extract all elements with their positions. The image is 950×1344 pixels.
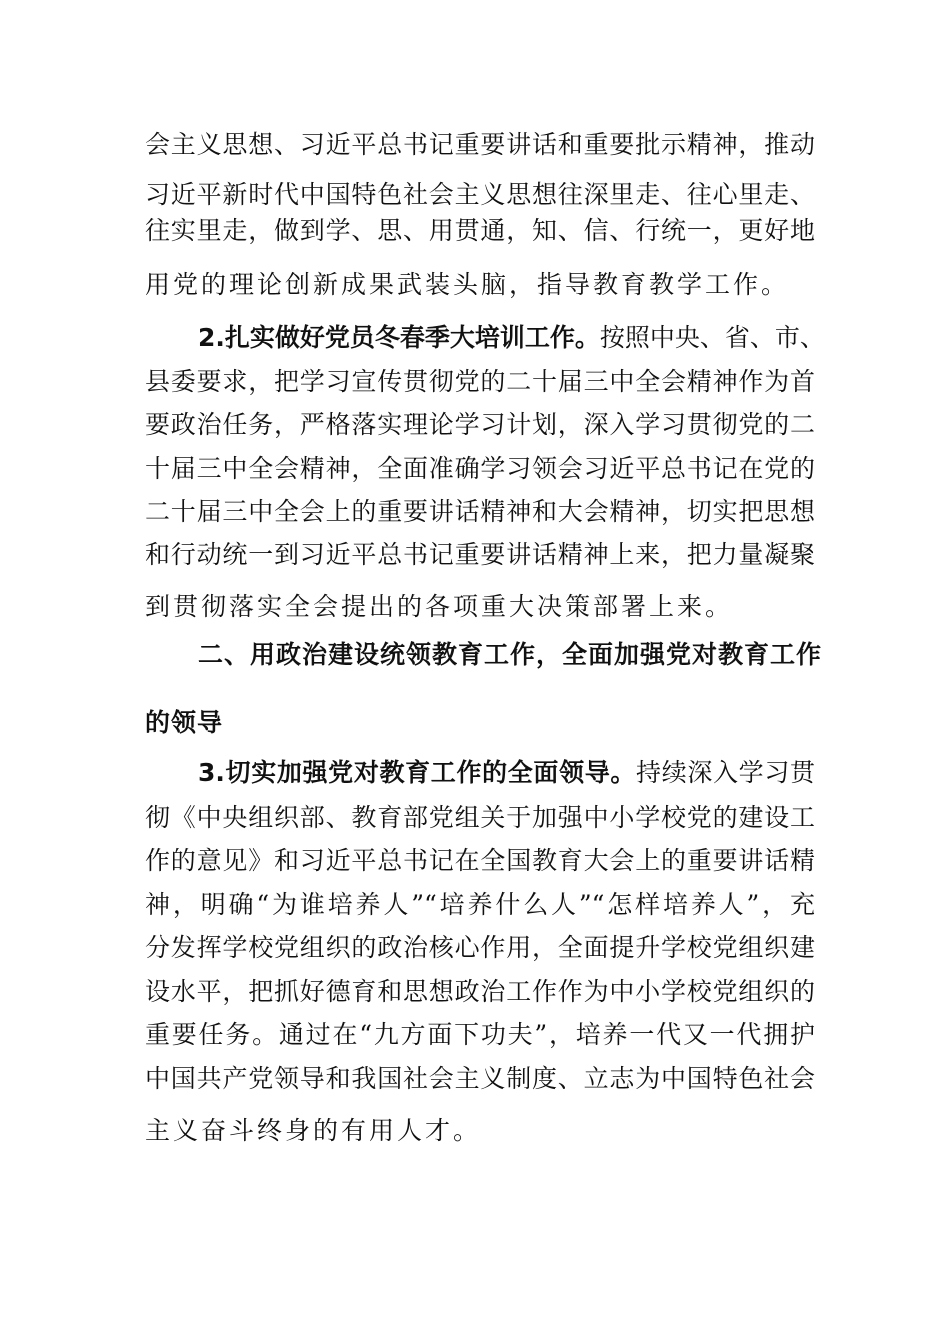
- paragraph-3-line-9: 主义奋斗终身的有用人才。: [145, 1116, 482, 1145]
- paragraph-2-line-2: 县委要求，把学习宣传贯彻党的二十届三中全会精神作为首: [145, 367, 815, 396]
- paragraph-2-line-7: 到贯彻落实全会提出的各项重大决策部署上来。: [145, 592, 734, 621]
- paragraph-3-line-5: 分发挥学校党组织的政治核心作用，全面提升学校党组织建: [145, 933, 815, 962]
- paragraph-1-line-3: 往实里走，做到学、思、用贯通，知、信、行统一，更好地: [145, 216, 815, 245]
- paragraph-2-line-3: 要政治任务，严格落实理论学习计划，深入学习贯彻党的二: [145, 410, 815, 439]
- paragraph-2-line-6: 和行动统一到习近平总书记重要讲话精神上来，把力量凝聚: [145, 540, 815, 569]
- paragraph-2-line-1: [198, 323, 825, 353]
- paragraph-2-line-5: 二十届三中全会上的重要讲话精神和大会精神，切实把思想: [145, 497, 815, 526]
- paragraph-3-line-4: 神，明确“为谁培养人”“培养什么人”“怎样培养人”，充: [145, 890, 815, 919]
- paragraph-3-line-3: 作的意见》和习近平总书记在全国教育大会上的重要讲话精: [145, 846, 815, 875]
- paragraph-3-line-2: 彻《中央组织部、教育部党组关于加强中小学校党的建设工: [145, 803, 815, 832]
- paragraph-1-line-2: 习近平新时代中国特色社会主义思想往深里走、往心里走、: [145, 180, 815, 209]
- paragraph-2-line-1-rest: 按照中央、省、市、: [599, 323, 825, 352]
- paragraph-2-line-4: 十届三中全会精神，全面准确学习领会习近平总书记在党的: [145, 454, 815, 483]
- paragraph-3-lead: 3.切实加强党对教育工作的全面领导。: [198, 758, 637, 787]
- paragraph-3-line-8: 中国共产党领导和我国社会主义制度、立志为中国特色社会: [145, 1064, 815, 1093]
- paragraph-1-line-4: 用党的理论创新成果武装头脑，指导教育教学工作。: [145, 270, 790, 299]
- paragraph-1-line-1: 会主义思想、习近平总书记重要讲话和重要批示精神，推动: [145, 130, 815, 159]
- section-heading-line-1: 二、用政治建设统领教育工作，全面加强党对教育工作: [198, 640, 823, 669]
- paragraph-3-line-1: [198, 758, 815, 788]
- paragraph-3-line-6: 设水平，把抓好德育和思想政治工作作为中小学校党组织的: [145, 977, 815, 1006]
- paragraph-2-lead: 2.扎实做好党员冬春季大培训工作。: [198, 323, 600, 352]
- paragraph-3-line-1-rest: 持续深入学习贯: [636, 758, 815, 787]
- section-heading-line-2: 的领导: [145, 708, 224, 737]
- paragraph-3-line-7: 重要任务。通过在“九方面下功夫”，培养一代又一代拥护: [145, 1020, 815, 1049]
